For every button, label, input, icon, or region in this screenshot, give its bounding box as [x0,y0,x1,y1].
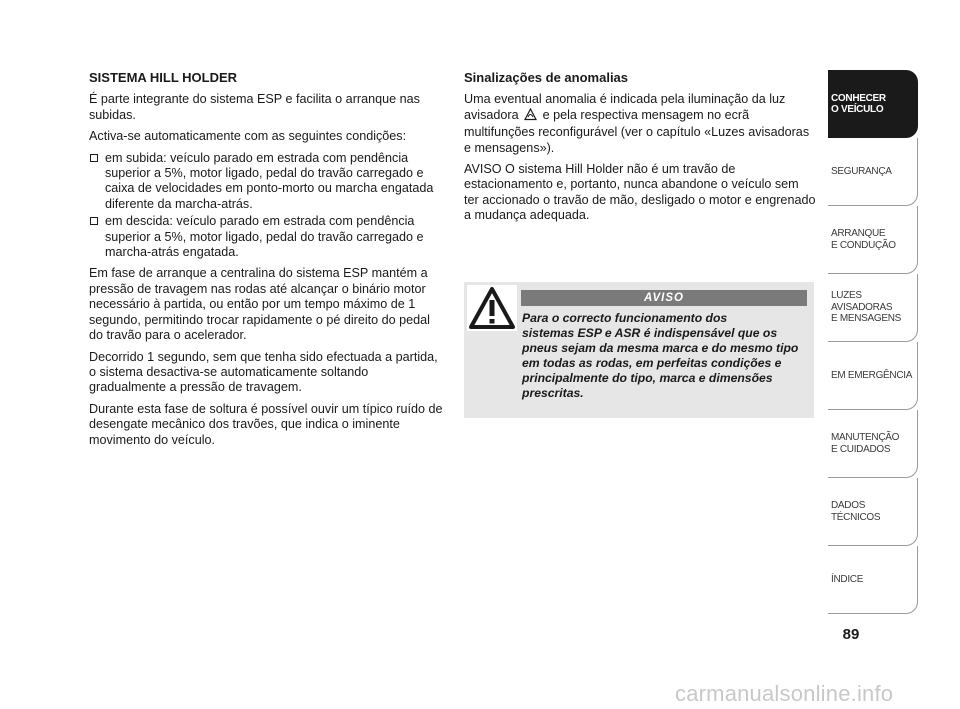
tab-label: E CUIDADOS [831,443,891,455]
section-heading-anomalies: Sinalizações de anomalias [464,70,629,85]
warning-text-body: sistemas ESP e ASR é indispensável que os pneus sejam da mesma marca e do mesmo tipo em todas as rodas, em perfeitas condições e principalmente do tipo, marca e dimensões prescritas. [522,326,799,400]
checkbox-bullet-icon [90,154,98,162]
tab-seguranca[interactable] [828,138,918,206]
paragraph-text: e pela respectiva mensagem no ecrã multifunções reconfigurável (ver o capítulo «Luzes avisadoras e mensagens»). [464,107,810,155]
condition-list [89,151,447,261]
chapter-tabs [828,70,918,614]
tab-label: E CONDUÇÃO [831,239,896,251]
list-item [89,151,447,213]
tab-label: TÉCNICOS [831,511,881,523]
tab-label: EM EMERGÊNCIA [831,369,913,381]
list-item-text: em descida: veículo parado em estrada com pendência superior a 5%, motor ligado, pedal do travão carregado e marcha-atrás engatada. [105,214,424,260]
tab-label: DADOS [831,500,866,511]
tab-luzes-avisadoras[interactable] [828,274,918,342]
tab-arranque-e-conducao[interactable] [828,206,918,274]
section-heading-hill-holder: SISTEMA HILL HOLDER [89,70,238,85]
tab-dados-tecnicos[interactable] [828,478,918,546]
tab-conhecer-o-veiculo[interactable] [828,70,918,138]
paragraph: Decorrido 1 segundo, sem que tenha sido efectuada a partida, o sistema desactiva-se automaticamente soltando gradualmente a pressão de travagem. [89,349,438,395]
tab-label: O VEÍCULO [831,104,884,115]
esp-warning-icon [524,108,537,125]
list-item [89,214,447,260]
warning-text [468,311,804,401]
paragraph: Activa-se automaticamente com as seguintes condições: [89,129,407,144]
tab-label: ÍNDICE [831,573,864,585]
tab-manutencao[interactable] [828,410,918,478]
warning-text-line: Para o correcto funcionamento dos [522,311,728,325]
paragraph: É parte integrante do sistema ESP e facilita o arranque nas subidas. [89,92,420,122]
right-column [464,70,816,230]
paragraph: AVISO O sistema Hill Holder não é um travão de estacionamento e, portanto, nunca abandone o veículo sem ter accionado o travão de mão, desligado o motor e engrenado a mudança adequada. [464,162,816,223]
left-column [89,70,447,454]
list-item-text: em subida: veículo parado em estrada com pendência superior a 5%, motor ligado, pedal do travão carregado e caixa de velocidades em ponto-morto ou marcha engatada diferente da marcha-atrás. [105,150,434,211]
tab-label: CONHECER [831,92,886,104]
paragraph-text: Uma eventual anomalia é indicada pela iluminação da luz avisadora [464,92,786,122]
watermark: carmanualsonline.info [675,681,894,706]
paragraph [464,92,816,156]
page-number: 89 [842,626,860,643]
tab-label: AVISADORAS [831,301,893,313]
checkbox-bullet-icon [90,217,98,225]
tab-label: E MENSAGENS [831,313,902,325]
tab-label: LUZES [831,290,862,302]
tab-label: ARRANQUE [831,228,886,239]
tab-indice[interactable] [828,546,918,614]
tab-label: SEGURANÇA [831,165,892,177]
paragraph: Durante esta fase de soltura é possível ouvir um típico ruído de desengate mecânico dos travões, que indica o iminente movimento do veículo. [89,401,443,447]
warning-label: AVISO [521,290,807,306]
tab-em-emergencia[interactable] [828,342,918,410]
tab-label: MANUTENÇÃO [831,432,900,443]
warning-box [464,282,814,418]
paragraph: Em fase de arranque a centralina do sistema ESP mantém a pressão de travagem nas rodas até alcançar o binário motor necessário à partida, ou então por um tempo máximo de 1 segundo, permitindo trocar rapidamente o pé direito do pedal do travão para o acelerador. [89,266,430,343]
